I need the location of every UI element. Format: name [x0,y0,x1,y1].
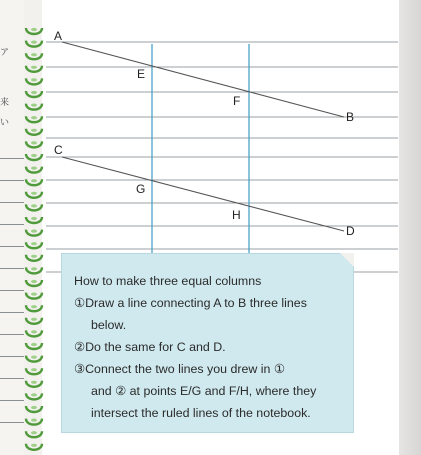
spiral-coil-highlight [31,141,37,144]
step-1-text-continued: below. [91,318,127,332]
step-3-text-continued: and ② at points E/G and F/H, where they [91,384,317,398]
point-label-f: F [233,94,241,108]
step-3-text-continued-2: intersect the ruled lines of the notebook. [91,406,311,420]
spiral-coil-highlight [31,41,37,44]
spiral-coil-highlight [31,167,37,170]
spiral-coil-highlight [31,368,37,371]
point-label-h: H [232,208,241,222]
instructions-title: How to make three equal columns [74,274,262,288]
left-page-text-fragment: ア [0,48,10,58]
spiral-coil-highlight [31,230,37,233]
spiral-coil-highlight [31,255,37,258]
spiral-coil-highlight [31,154,37,157]
spiral-coil-highlight [31,129,37,132]
spiral-coil-highlight [31,267,37,270]
spiral-binding [20,0,50,455]
spiral-coil-highlight [31,356,37,359]
spiral-coil-highlight [31,204,37,207]
spiral-coil-highlight [31,305,37,308]
spiral-coil-highlight [31,53,37,56]
point-label-e: E [137,67,146,81]
point-label-b: B [346,110,355,124]
spiral-coil-highlight [31,444,37,447]
point-label-d: D [346,224,355,238]
spiral-coil-highlight [31,104,37,107]
spiral-coil-highlight [31,116,37,119]
spiral-coil-highlight [31,381,37,384]
point-label-g: G [136,182,146,196]
spiral-coil-highlight [31,280,37,283]
left-page-text-fragment: い [0,118,10,128]
step-3-text: ③Connect the two lines you drew in ① [74,362,285,376]
spiral-coil-highlight [31,318,37,321]
folded-corner [340,253,354,267]
spiral-coil-highlight [31,242,37,245]
spiral-coil-highlight [31,419,37,422]
spiral-coil-highlight [31,330,37,333]
step-1-text: ①Draw a line connecting A to B three lines [74,296,307,310]
spiral-coil-highlight [31,179,37,182]
point-label-a: A [54,29,63,43]
spiral-coil-highlight [31,66,37,69]
spiral-coil-highlight [31,217,37,220]
instructions-box [61,253,354,433]
spiral-coil-highlight [31,293,37,296]
spiral-coil-highlight [31,78,37,81]
diagonal-line-c-d [62,157,344,231]
diagonal-line-a-b [62,42,344,117]
left-page-text-fragment: 来 [0,98,10,108]
spiral-coil-highlight [31,91,37,94]
spiral-coil-highlight [31,28,37,31]
spiral-coil-highlight [31,393,37,396]
step-2-text: ②Do the same for C and D. [74,340,226,354]
spiral-coil-highlight [31,406,37,409]
spiral-coil-highlight [31,192,37,195]
point-label-c: C [54,143,63,157]
spiral-coil-highlight [31,343,37,346]
spiral-coil-highlight [31,431,37,434]
